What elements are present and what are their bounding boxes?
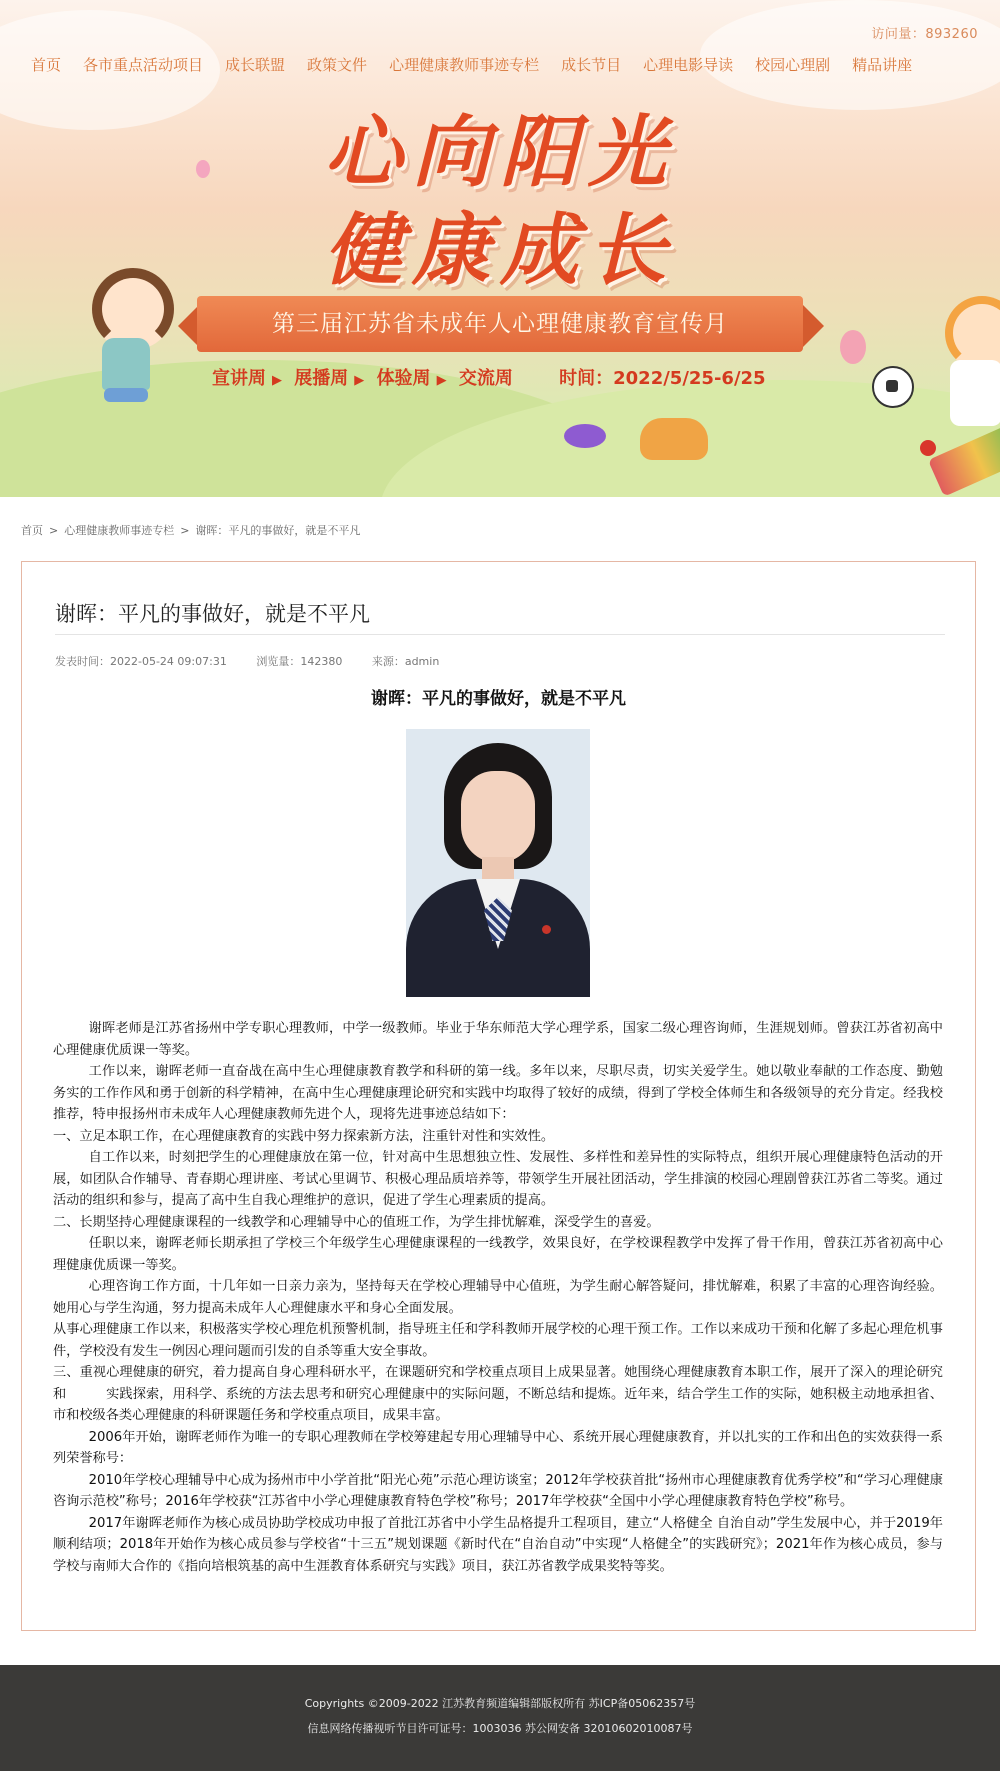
article-paragraph: 2010年学校心理辅导中心成为扬州市中小学首批“阳光心苑”示范心理访谈室；2012年学校获首批“扬州市心理健康教育优秀学校”和“学习心理健康咨询示范校”称号；2016年学校获“江苏省中小学心理健康教育特色学校”称号；2017年学校获“全国中小学心理健康教育特色学校”称号。 (53, 1472, 943, 1509)
play-arrow-icon: ▶ (354, 373, 365, 388)
banner-title-line2: 健康成长 (323, 206, 676, 296)
teacher-portrait (406, 729, 590, 997)
boy-illustration-body (950, 360, 1000, 426)
header-banner (0, 0, 1000, 497)
breadcrumb-separator: > (49, 524, 59, 537)
article-paragraph: 心理咨询工作方面，十几年如一日亲力亲为，坚持每天在学校心理辅导中心值班，为学生耐心解答疑问，排忧解难，积累了丰富的心理咨询经验。她用心与学生沟通，努力提高未成年人心理健康水平和身心全面发展。 (53, 1279, 943, 1316)
nav-item-city-projects[interactable]: 各市重点活动项目 (83, 56, 204, 74)
footer-license: 信息网络传播视听节目许可证号：1003036 苏公网安备 32010602010087号 (307, 1722, 693, 1735)
article-meta (55, 653, 465, 669)
soccer-ball-icon (872, 366, 914, 408)
girl-illustration-legs (104, 388, 148, 402)
schedule-week: 宣讲周 (212, 368, 266, 389)
ladybug-decoration (920, 440, 936, 456)
portrait-face (461, 771, 535, 863)
article-paragraph: 2006年开始，谢晖老师作为唯一的专职心理教师在学校筹建起专用心理辅导中心、系统开展心理健康教育，并以扎实的工作和出色的实效获得一系列荣誉称号： (53, 1429, 943, 1466)
publish-time: 发表时间：2022-05-24 09:07:31 (55, 655, 227, 668)
visitor-count: 访问量：893260 (871, 27, 978, 42)
nav-item-campus-drama[interactable]: 校园心理剧 (755, 56, 831, 74)
nav-item-growth-alliance[interactable]: 成长联盟 (225, 56, 286, 74)
play-arrow-icon: ▶ (272, 373, 282, 388)
nav-item-growth-programs[interactable]: 成长节目 (561, 56, 622, 74)
site-footer (0, 1665, 1000, 1771)
schedule-time: 时间：2022/5/25-6/25 (559, 368, 766, 389)
article-paragraph: 二、长期坚持心理健康课程的一线教学和心理辅导中心的值班工作，为学生排忧解难，深受学生的喜爱。 (53, 1214, 660, 1230)
banner-title-line1: 心向阳光 (323, 108, 676, 198)
portrait-badge-icon (542, 925, 551, 934)
dog-illustration (640, 418, 708, 460)
event-schedule (212, 364, 772, 390)
play-arrow-icon: ▶ (436, 373, 447, 388)
girl-illustration-body (102, 338, 150, 390)
banner-ribbon: 第三届江苏省未成年人心理健康教育宣传月 (197, 296, 803, 352)
article-title: 谢晖：平凡的事做好，就是不平凡 (55, 602, 370, 626)
petal-decoration (196, 160, 210, 178)
breadcrumb-current: 谢晖：平凡的事做好，就是不平凡 (195, 524, 361, 537)
nav-item-teacher-stories[interactable]: 心理健康教师事迹专栏 (389, 56, 540, 74)
breadcrumb-section-link[interactable]: 心理健康教师事迹专栏 (64, 524, 175, 537)
article-source: 来源：admin (371, 655, 440, 668)
nav-item-movie-guide[interactable]: 心理电影导读 (643, 56, 734, 74)
nav-item-lectures[interactable]: 精品讲座 (852, 56, 913, 74)
view-count: 浏览量：142380 (256, 655, 343, 668)
article-paragraph: 工作以来，谢晖老师一直奋战在高中生心理健康教育教学和科研的第一线。多年以来，尽职尽责，切实关爱学生。她以敬业奉献的工作态度、勤勉务实的工作作风和勇于创新的科学精神，在高中生心理健康理论研究和实践中均取得了较好的成绩，得到了学校全体师生和各级领导的充分肯定。经我校推荐，特申报扬州市未成年人心理健康教师先进个人，现将先进事迹总结如下： (53, 1064, 943, 1122)
nav-item-policy-docs[interactable]: 政策文件 (307, 56, 368, 74)
nav-item-home[interactable]: 首页 (31, 56, 62, 74)
article-paragraph: 2017年谢晖老师作为核心成员协助学校成功申报了首批江苏省中小学生品格提升工程项目，建立“人格健全 自治自动”学生发展中心，并于2019年顺利结项；2018年开始作为核心成员参与学校省“十三五”规划课题《新时代在“自治自动”中实现“人格健全”的实践研究》；2021年作为核心成员，参与学校与南师大合作的《指向培根筑基的高中生涯教育体系研究与实践》项目，获江苏省教学成果奖特等奖。 (53, 1515, 943, 1574)
article-paragraph: 谢晖老师是江苏省扬州中学专职心理教师，中学一级教师。毕业于华东师范大学心理学系，国家二级心理咨询师，生涯规划师。曾获江苏省初高中心理健康优质课一等奖。 (53, 1021, 943, 1058)
article-container (21, 561, 976, 1631)
frisbee-illustration (564, 424, 606, 448)
schedule-week: 交流周 (458, 368, 513, 389)
article-paragraph: 任职以来，谢晖老师长期承担了学校三个年级学生心理健康课程的一线教学，效果良好，在学校课程教学中发挥了骨干作用，曾获江苏省初高中心理健康优质课一等奖。 (53, 1236, 943, 1273)
breadcrumb (21, 522, 360, 538)
flower-decoration (840, 330, 866, 364)
schedule-week: 体验周 (376, 368, 431, 389)
footer-copyright: Copyrights ©2009-2022 江苏教育频道编辑部版权所有 苏ICP备05062357号 (304, 1697, 696, 1710)
article-paragraph: 一、立足本职工作，在心理健康教育的实践中努力探索新方法，注重针对性和实效性。 (53, 1128, 555, 1144)
title-divider (55, 634, 945, 635)
ribbon-tail-right (802, 304, 824, 348)
breadcrumb-separator: > (180, 524, 190, 537)
boy-illustration (945, 296, 1000, 370)
article-paragraph: 三、重视心理健康的研究，着力提高自身心理科研水平，在课题研究和学校重点项目上成果显著。她围绕心理健康教育本职工作，展开了深入的理论研究和 实践探索，用科学、系统的方法去思考和研究心理健康中的实际问题，不断总结和提炼。近年来，结合学生工作的实际，她积极主动地承担省、市和校级各类心理健康的科研课题任务和学校重点项目，成果丰富。 (53, 1365, 943, 1423)
breadcrumb-home-link[interactable]: 首页 (21, 524, 43, 537)
article-body (53, 1018, 943, 1577)
article-paragraph: 从事心理健康工作以来，积极落实学校心理危机预警机制，指导班主任和学科教师开展学校的心理干预工作。工作以来成功干预和化解了多起心理危机事件，学校没有发生一例因心理问题而引发的自杀等重大安全事故。 (53, 1322, 943, 1359)
main-nav (20, 54, 923, 75)
schedule-week: 展播周 (294, 368, 349, 389)
article-paragraph: 自工作以来，时刻把学生的心理健康放在第一位，针对高中生思想独立性、发展性、多样性和差异性的实际特点，组织开展心理健康特色活动的开展，如团队合作辅导、青春期心理讲座、考试心里调节、积极心理品质培养等，带领学生开展社团活动，学生排演的校园心理剧曾获江苏省二等奖。通过活动的组织和参与，提高了高中生自我心理维护的意识，促进了学生心理素质的提高。 (53, 1150, 943, 1208)
article-subtitle: 谢晖：平凡的事做好，就是不平凡 (371, 689, 626, 709)
